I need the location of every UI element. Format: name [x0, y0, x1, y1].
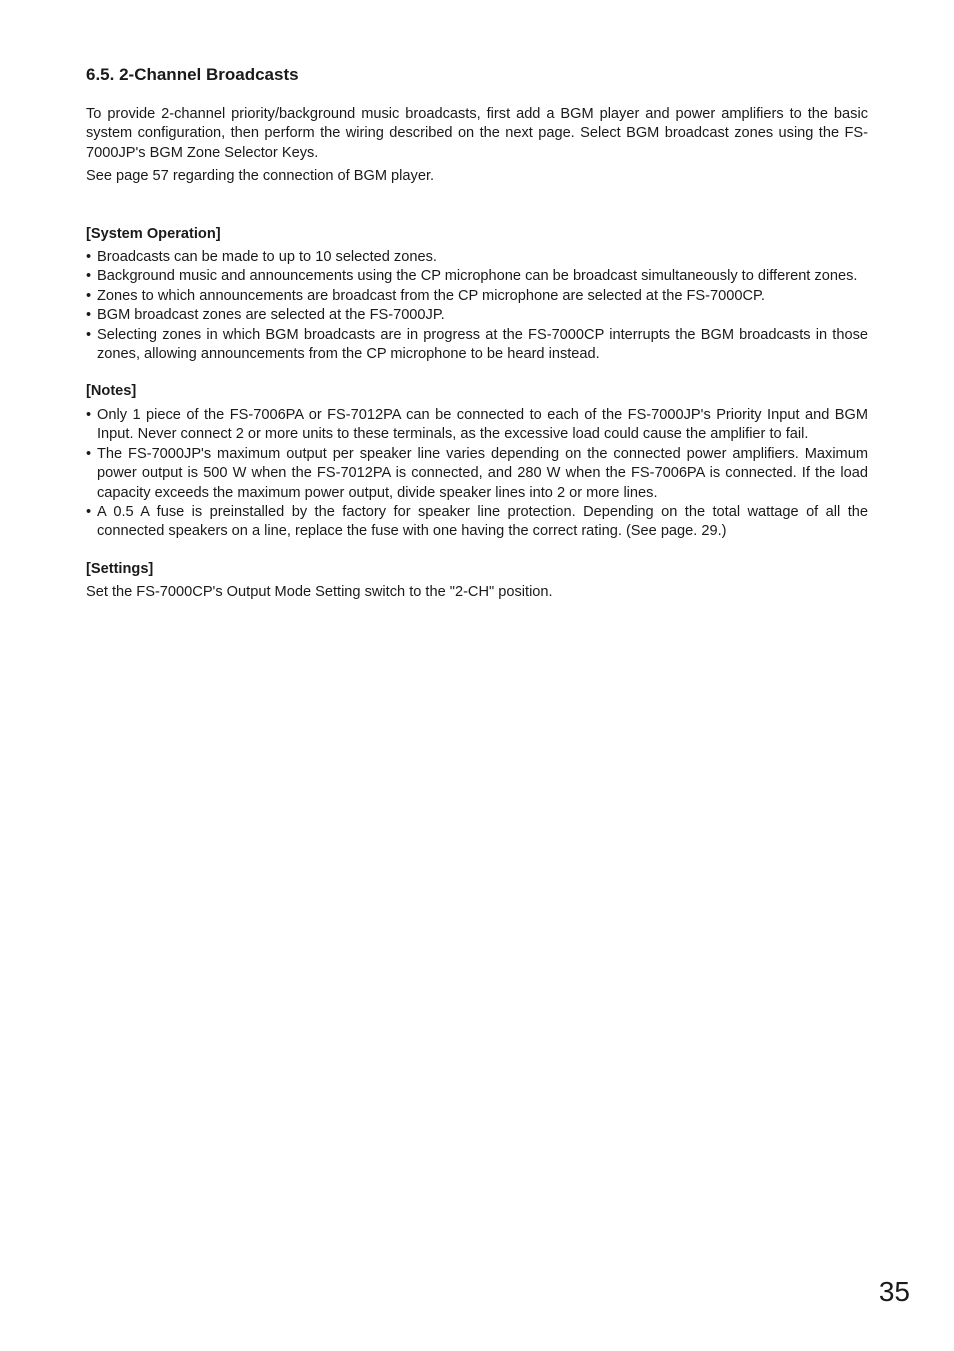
list-item: • Background music and announcements using the CP microphone can be broadcast simultaneously to different zones.: [86, 267, 868, 286]
document-page: [86, 64, 868, 621]
bullet-icon: •: [86, 307, 92, 324]
bullet-icon: •: [86, 249, 92, 266]
system-operation-list: [86, 248, 868, 364]
bullet-icon: •: [86, 445, 92, 462]
bullet-icon: •: [86, 406, 92, 423]
section-title: 6.5. 2-Channel Broadcasts: [86, 65, 299, 84]
see-page-note: See page 57 regarding the connection of BGM player.: [86, 168, 435, 185]
bullet-icon: •: [86, 503, 92, 520]
page-number: 35: [878, 1276, 910, 1307]
system-operation-section: [86, 225, 868, 365]
notes-heading: [Notes]: [86, 383, 137, 400]
list-item: • The FS-7000JP's maximum output per speaker line varies depending on the connected power amplifiers. Maximum power output is 500 W when the FS-7012PA is connected, and 280 W when the FS-7006PA is connected. If the load capacity exceeds the maximum power output, divide speaker lines into 2 or more lines.: [86, 445, 868, 501]
list-item: • Broadcasts can be made to up to 10 selected zones.: [86, 248, 868, 267]
intro-paragraph: To provide 2-channel priority/background music broadcasts, first add a BGM player and power amplifiers to the basic system configuration, then perform the wiring described on the next page. Select BGM broadcast zones using the FS-7000JP's BGM Zone Selector Keys.: [86, 106, 868, 161]
list-item: • BGM broadcast zones are selected at the FS-7000JP.: [86, 306, 868, 325]
list-item: • Selecting zones in which BGM broadcasts are in progress at the FS-7000CP interrupts the BGM broadcasts in those zones, allowing announcements from the CP microphone to be heard instead.: [86, 326, 868, 363]
notes-section: [86, 382, 868, 541]
settings-heading: [Settings]: [86, 560, 154, 577]
bullet-icon: •: [86, 268, 92, 285]
notes-list: [86, 406, 868, 542]
list-item: • Zones to which announcements are broadcast from the CP microphone are selected at the FS-7000CP.: [86, 287, 868, 306]
settings-text: Set the FS-7000CP's Output Mode Setting switch to the "2-CH" position.: [86, 584, 553, 601]
list-item: • Only 1 piece of the FS-7006PA or FS-7012PA can be connected to each of the FS-7000JP's Priority Input and BGM Input. Never connect 2 or more units to these terminals, as the excessive load could cause the amplifier to fail.: [86, 406, 868, 443]
system-operation-heading: [System Operation]: [86, 225, 221, 242]
bullet-icon: •: [86, 326, 92, 343]
settings-section: [86, 560, 868, 603]
list-item: • A 0.5 A fuse is preinstalled by the factory for speaker line protection. Depending on the total wattage of all the connected speakers on a line, replace the fuse with one having the correct rating. (See page. 29.): [86, 503, 868, 540]
bullet-icon: •: [86, 287, 92, 304]
